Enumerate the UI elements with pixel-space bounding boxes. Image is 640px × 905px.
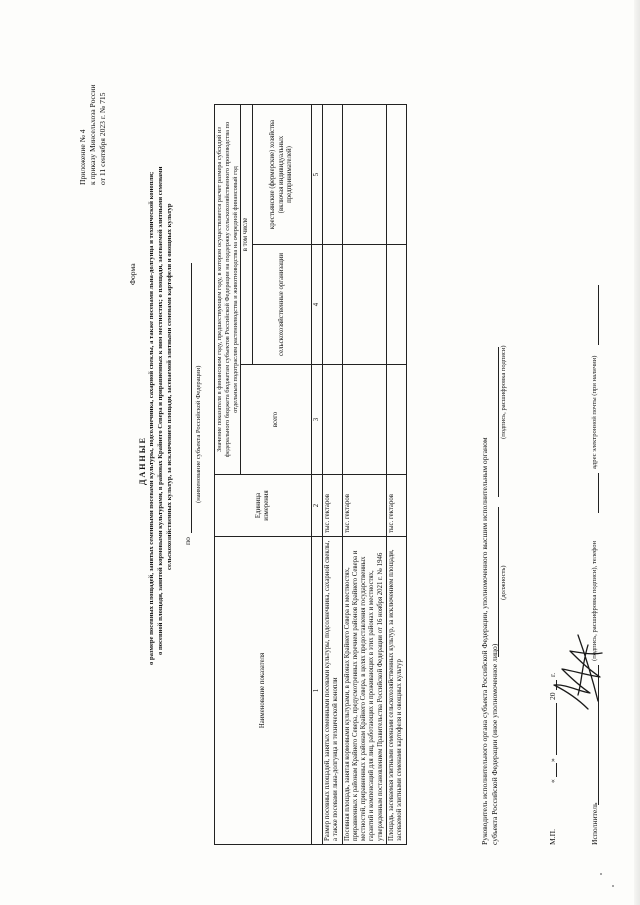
- row-2-farms: [342, 104, 386, 244]
- row-2-name: Посевная площадь, занятая кормовыми культурами, в районах Крайнего Севера и местностях, приравненных к районам Крайнего Севера, предусмотренных перечнем районов Крайнего Севера и местностей, приравненных к районам Крайнего Севера, в целях предоставления государственных гарантий и компенсаций для лиц, работающих и проживающих в этих районах и местностях, утвержденным постановлением Правительства Российской Федерации от 16 ноября 2021 г. № 1946: [342, 537, 386, 845]
- table-header-row-1: [215, 104, 241, 844]
- indicators-table: [214, 104, 407, 845]
- title-line-2: о посевной площади, занятой кормовыми культурами, в районах Крайнего Севера и приравненных к ним местностях; о площади, засеваемой элитными семенами: [157, 166, 164, 655]
- handwritten-signature: [548, 629, 610, 715]
- executor-label: Исполнитель: [590, 802, 599, 845]
- row-1-total: [322, 365, 342, 475]
- row-1-unit: тыс. гектаров: [322, 475, 342, 537]
- col-number-1: 1: [311, 537, 322, 845]
- row-3-total: [387, 365, 407, 475]
- executor-caption: (подпись, расшифровка подписи), телефон: [591, 540, 598, 661]
- head-signature-line: [498, 347, 499, 497]
- head-line-1: Руководитель исполнительного органа субъекта Российской Федерации, уполномоченного высшим исполнительным органом: [480, 437, 489, 845]
- row-2-unit: тыс. гектаров: [342, 475, 386, 537]
- date-year-prefix: 20: [548, 692, 557, 700]
- row-3-name: Площадь, засеваемая элитными семенами сельскохозяйственных культур, за исключением площади, засеваемой элитными семенами картофеля и овощных культур: [387, 537, 407, 845]
- row-2-total: [342, 365, 386, 475]
- table-row: [342, 104, 386, 844]
- col-number-5: 5: [311, 104, 322, 244]
- title-by-prefix: по: [183, 537, 192, 545]
- table-row: [322, 104, 342, 844]
- date-suffix: г.: [548, 672, 557, 677]
- header-unit: Единица измерения: [215, 475, 312, 537]
- appendix-line-1: Приложение № 4: [78, 129, 87, 185]
- header-including: в том числе: [241, 104, 252, 364]
- email-line: [598, 285, 599, 345]
- date-day-line: [556, 763, 557, 777]
- table-column-numbers-row: [311, 104, 322, 844]
- row-3-unit: тыс. гектаров: [387, 475, 407, 537]
- header-indicator: Наименование показателя: [215, 537, 312, 845]
- stamp-label: М.П.: [548, 828, 557, 845]
- header-value-group: Значение показателя в финансовом году, предшествующем году, в котором осуществляется расчет размера субсидий из федерального бюджета бюджетам субъектов Российской Федерации на поддержку сельскохозяйственного производства по отдельным подотраслям растениеводства и животноводства на очередной финансовый год: [215, 104, 241, 474]
- col-number-2: 2: [311, 475, 322, 537]
- title-line-1: о размере посевных площадей, занятых семенными посевами культуры, подсолнечника, сахарной свеклы, а также посевами льна-долгунца и технической конопли;: [148, 171, 155, 665]
- header-total: всего: [241, 365, 311, 475]
- document-heading: Д А Н Н Ы Е: [138, 438, 147, 485]
- region-name-caption: (наименование субъекта Российской Федерации): [195, 365, 202, 503]
- head-line-2: субъекта Российской Федерации (иное уполномоченное лицо): [490, 643, 499, 845]
- form-label: Форма: [128, 263, 137, 285]
- appendix-line-2: к приказу Минсельхоза России: [88, 84, 97, 185]
- scan-speck: [612, 885, 614, 887]
- position-line: [498, 507, 499, 657]
- date-quote-open: «: [548, 779, 557, 783]
- row-3-agri-orgs: [387, 245, 407, 365]
- date-quote-close: »: [548, 758, 557, 762]
- row-1-farms: [322, 104, 342, 244]
- appendix-line-3: от 11 сентября 2023 г. № 715: [98, 92, 107, 185]
- region-name-line: [191, 263, 192, 533]
- title-line-3: сельскохозяйственных культур, за исключением площади, засеваемой элитными семенами картофеля и овощных культур: [166, 203, 173, 570]
- email-label: адрес электронной почты (при наличии): [591, 355, 598, 469]
- row-3-farms: [387, 104, 407, 244]
- header-farms: крестьянские (фермерские) хозяйства (включая индивидуальных предпринимателей): [252, 104, 311, 244]
- row-2-agri-orgs: [342, 245, 386, 365]
- col-number-3: 3: [311, 365, 322, 475]
- scan-speck: [600, 873, 602, 875]
- row-1-name: Размер посевных площадей, занятых семенными посевами культуры, подсолнечника, сахарной свеклы, а также посевами льна-долгунца и технической конопли: [322, 537, 342, 845]
- phone-line: [598, 473, 599, 513]
- head-signature-caption: (подпись, расшифровка подписи): [500, 345, 507, 439]
- header-agri-orgs: сельскохозяйственные организации: [252, 245, 311, 365]
- col-number-4: 4: [311, 245, 322, 365]
- position-caption: (должность): [500, 565, 507, 600]
- row-1-agri-orgs: [322, 245, 342, 365]
- table-row: [387, 104, 407, 844]
